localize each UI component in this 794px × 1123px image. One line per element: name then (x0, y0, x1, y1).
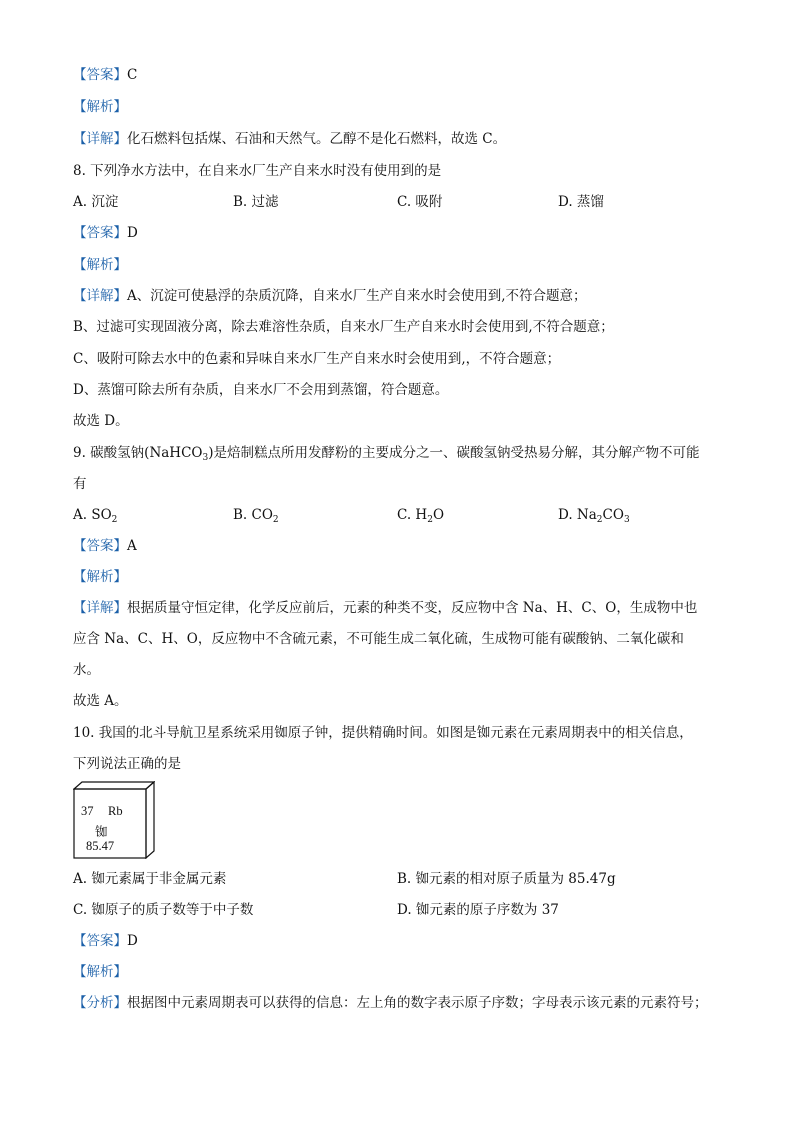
q9-stem-part2: )是焙制糕点所用发酵粉的主要成分之一、碳酸氢钠受热易分解，其分解产物不可能 (208, 445, 700, 461)
element-name: 铷 (95, 825, 108, 839)
q10-stem-line-1: 10. 我国的北斗导航卫星系统采用铷原子钟，提供精确时间。如图是铷元素在元素周期表中的相关信息， (73, 725, 693, 741)
answer-value: A (127, 538, 137, 554)
detail-text: 根据质量守恒定律，化学反应前后，元素的种类不变，反应物中含 Na、H、C、O，生成物中也 (127, 600, 698, 616)
q8-option-c: C. 吸附 (397, 194, 443, 210)
analysis-label: 【解析】 (73, 569, 127, 585)
element-atomic-mass: 85.47 (86, 839, 115, 853)
answer-value: D (127, 933, 138, 949)
option-suffix: CO (602, 507, 624, 523)
q10-analysis-label (73, 963, 127, 981)
answer-value: D (127, 225, 138, 241)
q8-option-b: B. 过滤 (233, 194, 279, 210)
q9-detail-line-1 (73, 599, 697, 617)
q7-answer (73, 66, 137, 84)
q9-stem-line-1 (73, 444, 700, 462)
option-subscript: 2 (596, 515, 603, 525)
element-atomic-number: 37 (81, 804, 94, 818)
q9-option-a (73, 506, 117, 524)
detail-text: 化石燃料包括煤、石油和天然气。乙醇不是化石燃料，故选 C。 (127, 131, 507, 147)
answer-label: 【答案】 (73, 225, 127, 241)
q8-answer (73, 224, 138, 242)
q8-conclusion: 故选 D。 (73, 413, 129, 429)
answer-value: C (127, 67, 138, 83)
element-card-figure (73, 781, 155, 859)
q10-fenxi (73, 994, 708, 1012)
option-text: D. Na (558, 507, 597, 523)
q9-stem-subscript: 3 (202, 453, 209, 463)
q9-answer (73, 537, 137, 555)
q9-analysis-label (73, 568, 127, 586)
detail-label: 【详解】 (73, 600, 127, 616)
option-subscript: 2 (427, 515, 433, 525)
q10-option-a: A. 铷元素属于非金属元素 (73, 871, 227, 887)
q8-detail-line-3: C、吸附可除去水中的色素和异味自来水厂生产自来水时会使用到,，不符合题意； (73, 351, 561, 367)
detail-label: 【详解】 (73, 131, 127, 147)
option-subscript: 2 (272, 515, 279, 525)
detail-text: A、沉淀可使悬浮的杂质沉降，自来水厂生产自来水时会使用到,不符合题意； (127, 288, 587, 304)
q10-option-b: B. 铷元素的相对原子质量为 85.47g (397, 871, 616, 887)
q9-option-c (397, 506, 444, 524)
option-subscript-2: 3 (623, 515, 630, 525)
answer-label: 【答案】 (73, 67, 127, 83)
q8-option-d: D. 蒸馏 (558, 194, 604, 210)
option-suffix: O (432, 507, 445, 523)
q8-detail-line-4: D、蒸馏可除去所有杂质，自来水厂不会用到蒸馏，符合题意。 (73, 382, 449, 398)
q9-option-b (233, 506, 279, 524)
answer-label: 【答案】 (73, 538, 127, 554)
q9-detail-line-3: 水。 (73, 662, 100, 678)
q8-option-a: A. 沉淀 (73, 194, 119, 210)
q10-answer (73, 932, 138, 950)
q9-stem-part1: 9. 碳酸氢钠(NaHCO (73, 445, 203, 461)
option-text: B. CO (233, 507, 273, 523)
option-text: C. H (397, 507, 428, 523)
q9-option-d (558, 506, 630, 524)
analysis-label: 【解析】 (73, 99, 127, 115)
fenxi-text: 根据图中元素周期表可以获得的信息：左上角的数字表示原子序数；字母表示该元素的元素符号； (127, 995, 708, 1011)
analysis-label: 【解析】 (73, 964, 127, 980)
fenxi-label: 【分析】 (73, 995, 127, 1011)
q10-stem-line-2: 下列说法正确的是 (73, 756, 181, 772)
analysis-label: 【解析】 (73, 257, 127, 273)
q7-analysis-label (73, 98, 127, 116)
element-symbol: Rb (108, 804, 123, 818)
q7-detail (73, 130, 506, 148)
q8-stem: 8. 下列净水方法中，在自来水厂生产自来水时没有使用到的是 (73, 163, 442, 179)
q9-detail-line-2: 应含 Na、C、H、O，反应物中不含硫元素，不可能生成二氧化硫，生成物可能有碳酸钠、二氧化碳和 (73, 631, 684, 647)
q8-detail-line-1 (73, 287, 587, 305)
q10-option-c: C. 铷原子的质子数等于中子数 (73, 902, 254, 918)
q8-analysis-label (73, 256, 127, 274)
detail-label: 【详解】 (73, 288, 127, 304)
option-subscript: 2 (111, 515, 118, 525)
answer-label: 【答案】 (73, 933, 127, 949)
q9-conclusion: 故选 A。 (73, 693, 128, 709)
option-text: A. SO (73, 507, 112, 523)
q8-detail-line-2: B、过滤可实现固液分离，除去难溶性杂质，自来水厂生产自来水时会使用到,不符合题意； (73, 319, 614, 335)
q10-option-d: D. 铷元素的原子序数为 37 (397, 902, 559, 918)
q9-stem-line-2: 有 (73, 476, 87, 492)
